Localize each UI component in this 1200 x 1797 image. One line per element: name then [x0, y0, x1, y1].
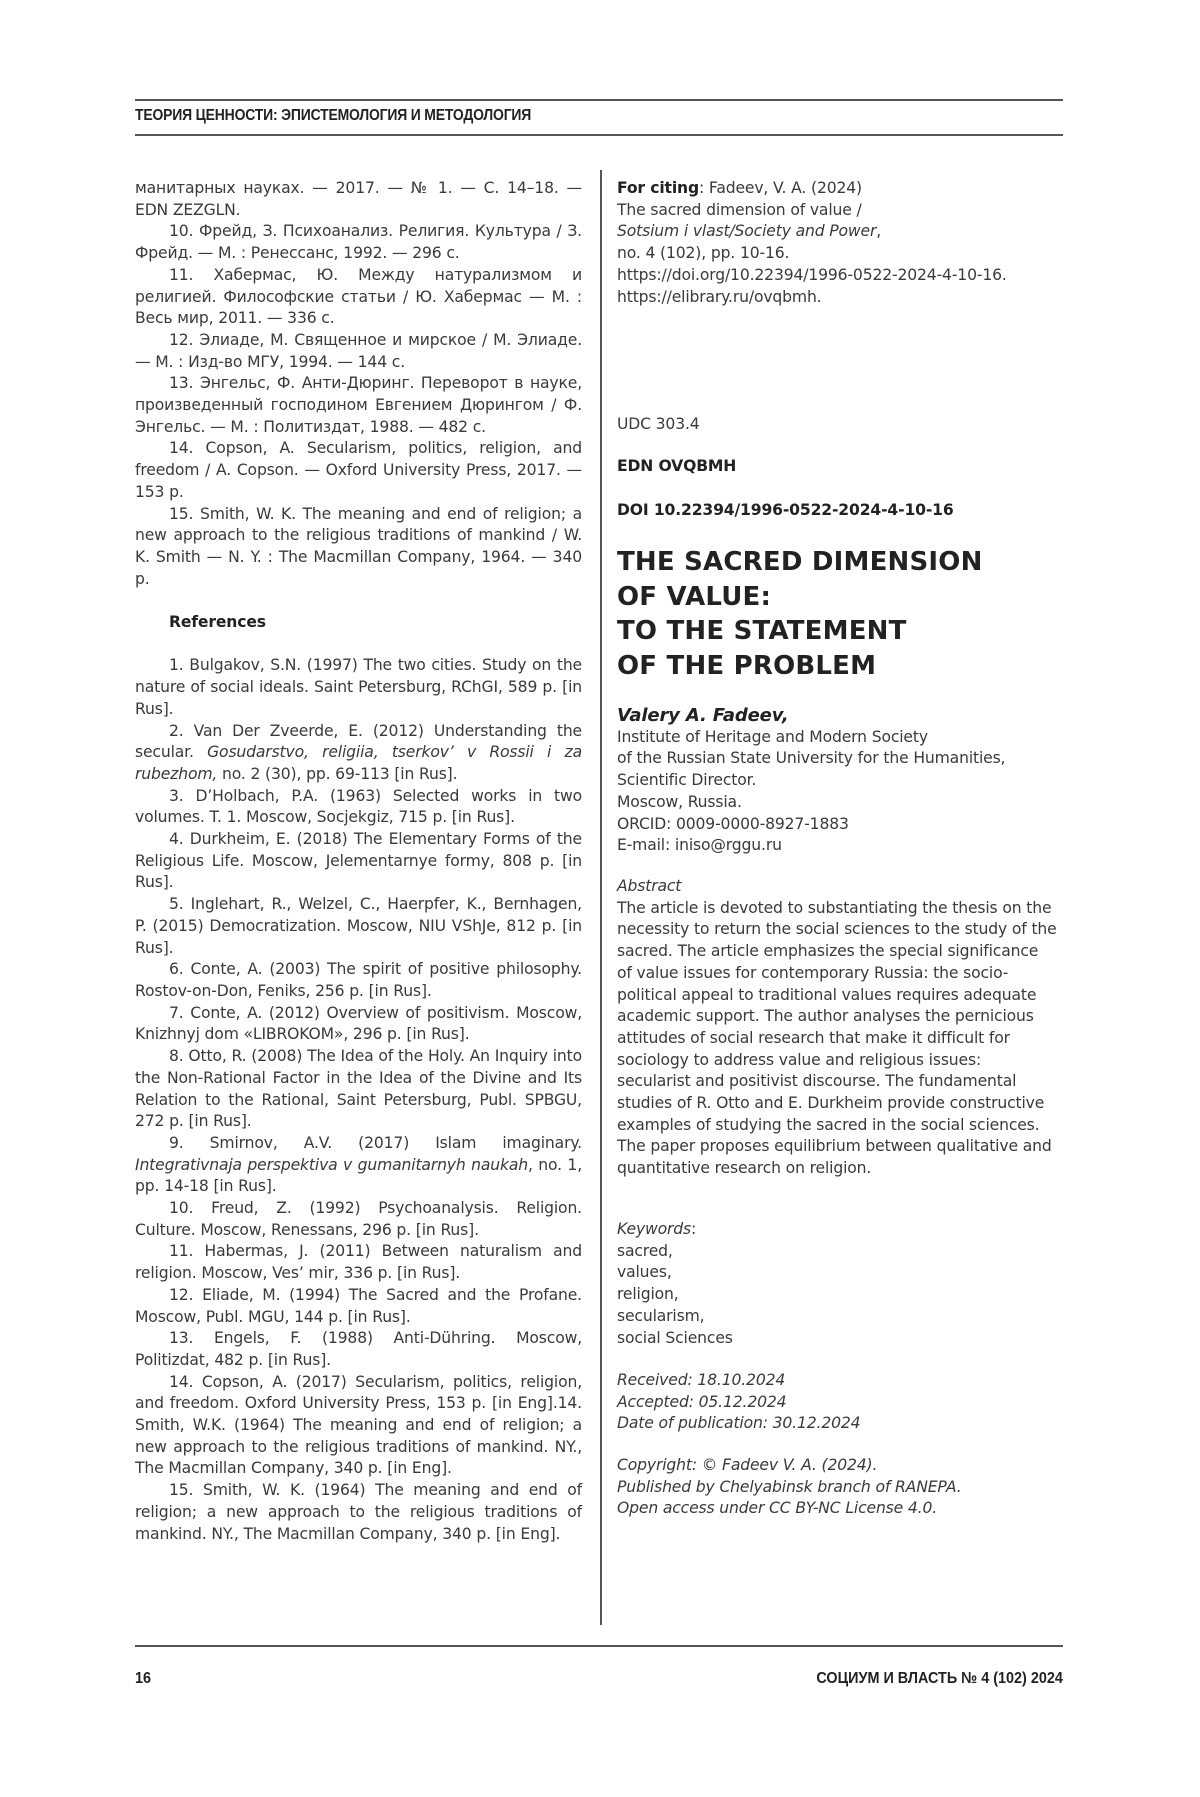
- affiliation-line: Institute of Heritage and Modern Society: [617, 727, 928, 746]
- ref-text: , no. 1, pp. 14-18 [in Rus].: [135, 1155, 582, 1196]
- reference-item: 11. Хабермас, Ю. Между натурализмом и религией. Философские статьи / Ю. Хабермас — М. : Весь мир, 2011. — 336 с.: [135, 265, 582, 328]
- keywords-colon: :: [691, 1220, 697, 1238]
- ref-journal: Integrativnaja perspektiva v gumanitarnyh naukah: [135, 1155, 528, 1174]
- citing-text: ,: [876, 222, 882, 241]
- reference-item: 10. Freud, Z. (1992) Psychoanalysis. Religion. Culture. Moscow, Renessans, 296 p. [in Rus].: [135, 1199, 582, 1239]
- affiliation-line: Scientific Director.: [617, 771, 757, 790]
- citing-label: For citing: [617, 179, 700, 197]
- dates-block: [617, 1370, 1063, 1435]
- reference-item: 11. Habermas, J. (2011) Between naturalism and religion. Moscow, Ves’ mir, 336 p. [in Rus].: [135, 1242, 582, 1283]
- reference-item: 13. Энгельс, Ф. Анти-Дюринг. Переворот в науке, произведенный господином Евгением Дюрингом / Ф. Энгельс. — М. : Политиздат, 1988. — 482 с.: [135, 374, 582, 436]
- reference-item: 7. Conte, A. (2012) Overview of positivism. Moscow, Knizhnyj dom «LIBROKOM», 296 p. [in Rus].: [135, 1003, 582, 1044]
- orcid: ORCID: 0009-0000-8927-1883: [617, 814, 849, 833]
- running-title: ТЕОРИЯ ЦЕННОСТИ: ЭПИСТЕМОЛОГИЯ И МЕТОДОЛОГИЯ: [135, 107, 532, 124]
- citing-text: no. 4 (102), pp. 10-16.: [617, 244, 790, 263]
- reference-item: 15. Smith, W. K. The meaning and end of religion; a new approach to the religious traditions of mankind / W. K. Smith — N. Y. : The Macmillan Company, 1964. — 340 p.: [135, 504, 582, 588]
- ref-text: 2. Van Der Zveerde, E. (2012) Understanding the secular.: [135, 721, 582, 762]
- reference-item: 12. Eliade, M. (1994) The Sacred and the Profane. Moscow, Publ. MGU, 144 p. [in Rus].: [135, 1285, 582, 1326]
- publisher-line: Published by Chelyabinsk branch of RANEPA.: [617, 1477, 962, 1496]
- ref-text: no. 2 (30), pp. 69-113 [in Rus].: [217, 764, 458, 783]
- license-line: Open access under CC BY-NC License 4.0.: [617, 1499, 938, 1518]
- ref-journal: Gosudarstvo, religiia, tserkov’ v Rossii i za rubezhom,: [135, 743, 582, 783]
- article-title: [617, 545, 983, 683]
- keyword: sacred,: [617, 1241, 673, 1260]
- footer-rule: [135, 1645, 1063, 1647]
- title-line: OF VALUE:: [617, 581, 772, 612]
- copyright-block: [617, 1455, 1063, 1520]
- reference-item: 13. Engels, F. (1988) Anti-Dühring. Moscow, Politizdat, 482 p. [in Rus].: [135, 1329, 582, 1369]
- reference-item: [135, 1133, 582, 1198]
- affiliation-line: of the Russian State University for the Humanities,: [617, 749, 1006, 768]
- accepted-date: Accepted: 05.12.2024: [617, 1392, 787, 1411]
- reference-item: 14. Copson, A. Secularism, politics, religion, and freedom / A. Copson. — Oxford University Press, 2017. — 153 p.: [135, 439, 582, 501]
- citing-text: : Fadeev, V. A. (2024): [699, 179, 862, 197]
- journal-issue: СОЦИУМ И ВЛАСТЬ № 4 (102) 2024: [816, 1670, 1063, 1687]
- reference-item: 10. Фрейд, З. Психоанализ. Религия. Культура / З. Фрейд. — М. : Ренессанс, 1992. — 296 с.: [135, 222, 582, 263]
- keywords-block: [617, 1219, 1063, 1349]
- reference-item: [135, 721, 582, 786]
- title-line: TO THE STATEMENT: [617, 616, 907, 646]
- citation-block: [617, 178, 1063, 308]
- edn: EDN OVQBMH: [617, 457, 737, 475]
- copyright-line: Copyright: © Fadeev V. A. (2024).: [617, 1456, 878, 1474]
- abstract-text: The article is devoted to substantiating the thesis on the necessity to return the social sciences to the study of the sacred. The article emphasizes the special significance of value issues for contemporary Russia: the socio-political appeal to traditional values requires adequate academic support. The author analyses the pernicious attitudes of social research that make it difficult for sociology to address value and religious issues: secularist and positivist discourse. The fundamental studies of R. Otto and E. Durkheim provide constructive examples of studying the sacred in the social sciences. The paper proposes equilibrium between qualitative and quantitative research on religion.: [617, 898, 1057, 1178]
- reference-item: 1. Bulgakov, S.N. (1997) The two cities. Study on the nature of social ideals. Saint Petersburg, RChGI, 589 p. [in Rus].: [135, 656, 582, 718]
- reference-item: 3. D’Holbach, P.A. (1963) Selected works in two volumes. T. 1. Moscow, Socjekgiz, 715 p. [in Rus].: [135, 786, 582, 827]
- column-divider: [600, 170, 602, 1625]
- author-block: [617, 705, 1063, 857]
- reference-item: 5. Inglehart, R., Welzel, C., Haerpfer, K., Bernhagen, P. (2015) Democratization. Moscow, NIU VShJe, 812 p. [in Rus].: [135, 895, 582, 957]
- abstract-label: Abstract: [617, 877, 682, 895]
- reference-item: 15. Smith, W. K. (1964) The meaning and end of religion; a new approach to the religious traditions of mankind. NY., The Macmillan Company, 340 p. [in Eng].: [135, 1481, 582, 1543]
- title-line: OF THE PROBLEM: [617, 650, 877, 681]
- author-name: Valery A. Fadeev,: [617, 705, 789, 726]
- header-rule-top: [135, 99, 1063, 101]
- reference-continuation: манитарных науках. — 2017. — № 1. — С. 14–18. — EDN ZEZGLN.: [135, 179, 582, 219]
- header-rule-bottom: [135, 134, 1063, 136]
- keywords-label: Keywords: [617, 1220, 692, 1238]
- doi-link[interactable]: https://doi.org/10.22394/1996-0522-2024-4-10-16.: [617, 265, 1007, 284]
- reference-item: 14. Copson, A. (2017) Secularism, politics, religion, and freedom. Oxford University Press, 153 p. [in Eng].14. Smith, W.K. (1964) The meaning and end of religion; a new approach to the religious traditions of mankind. NY., The Macmillan Company, 340 p. [in Eng].: [135, 1372, 582, 1478]
- abstract-block: [617, 876, 1063, 1180]
- udc: UDC 303.4: [617, 415, 700, 433]
- references-heading: References: [169, 613, 266, 632]
- received-date: Received: 18.10.2024: [617, 1371, 786, 1389]
- affiliation-line: Moscow, Russia.: [617, 792, 742, 811]
- keyword: religion,: [617, 1285, 679, 1304]
- left-column: [135, 178, 582, 1545]
- page-number: 16: [135, 1670, 152, 1687]
- citing-text: The sacred dimension of value /: [617, 200, 862, 219]
- reference-item: 4. Durkheim, E. (2018) The Elementary Forms of the Religious Life. Moscow, Jelementarnye formy, 808 p. [in Rus].: [135, 830, 582, 892]
- citing-journal: Sotsium i vlast/Society and Power: [617, 222, 877, 241]
- reference-item: 12. Элиаде, М. Священное и мирское / М. Элиаде. — М. : Изд-во МГУ, 1994. — 144 с.: [135, 330, 582, 371]
- keyword: social Sciences: [617, 1328, 733, 1347]
- reference-item: 6. Conte, A. (2003) The spirit of positive philosophy. Rostov-on-Don, Feniks, 256 p. [in Rus].: [135, 960, 582, 1000]
- email[interactable]: E-mail: iniso@rggu.ru: [617, 836, 782, 855]
- publication-date: Date of publication: 30.12.2024: [617, 1414, 861, 1433]
- ref-text: 9. Smirnov, A.V. (2017) Islam imaginary.: [169, 1133, 582, 1152]
- elibrary-link[interactable]: https://elibrary.ru/ovqbmh.: [617, 287, 822, 306]
- reference-item: 8. Otto, R. (2008) The Idea of the Holy. An Inquiry into the Non-Rational Factor in the Idea of the Divine and Its Relation to the Rational, Saint Petersburg, Publ. SPBGU, 272 p. [in Rus].: [135, 1047, 582, 1131]
- keyword: secularism,: [617, 1306, 705, 1325]
- title-line: THE SACRED DIMENSION: [617, 547, 983, 577]
- keyword: values,: [617, 1263, 672, 1282]
- doi: DOI 10.22394/1996-0522-2024-4-10-16: [617, 501, 954, 519]
